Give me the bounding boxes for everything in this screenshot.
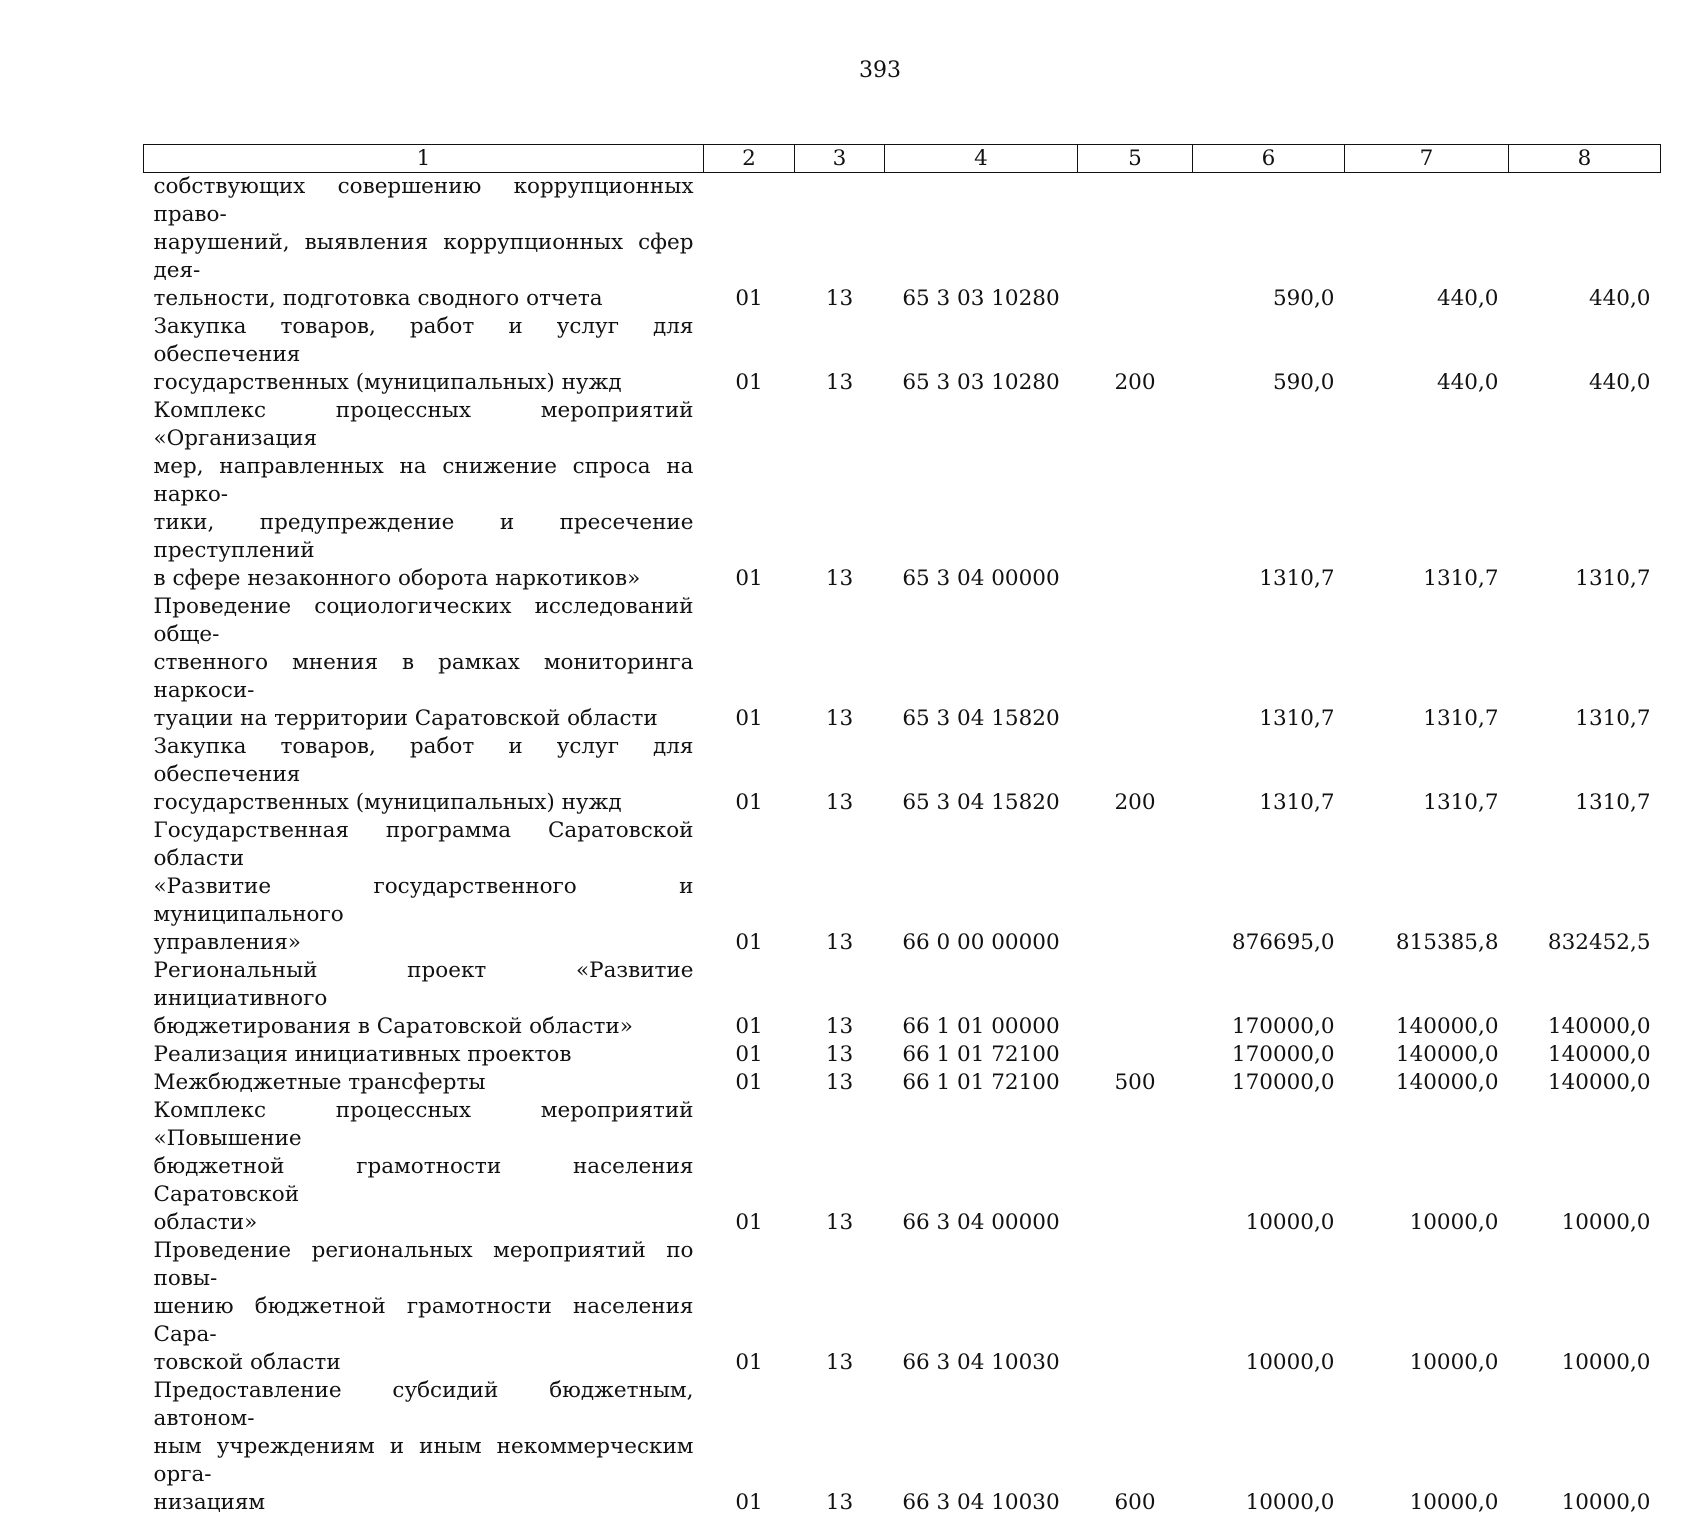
amount-col-8: 1310,7 [1509, 733, 1661, 817]
column-header: 1 [144, 145, 704, 173]
row-description [144, 397, 704, 593]
section-code: 01 [704, 313, 795, 397]
description-line: бюджетирования в Саратовской области» [154, 1013, 694, 1041]
expense-type-code: 600 [1078, 1377, 1193, 1517]
description-line: Комплекс процессных мероприятий «Повышение [154, 1097, 694, 1153]
description-line: тики, предупреждение и пресечение преступлений [154, 509, 694, 565]
amount-col-7: 10000,0 [1345, 1097, 1509, 1237]
table-row [144, 1237, 1661, 1377]
amount-col-6: 170000,0 [1193, 1041, 1345, 1069]
description-line: ственного мнения в рамках мониторинга наркоси- [154, 649, 694, 705]
expense-type-code [1078, 817, 1193, 957]
description-line: государственных (муниципальных) нужд [154, 369, 694, 397]
section-code: 01 [704, 957, 795, 1041]
subsection-code: 13 [795, 817, 885, 957]
expense-type-code [1078, 957, 1193, 1041]
budget-table [143, 144, 1661, 1517]
target-article-code: 65 3 04 15820 [885, 733, 1078, 817]
subsection-code: 13 [795, 1069, 885, 1097]
description-line: Региональный проект «Развитие инициативного [154, 957, 694, 1013]
description-line: в сфере незаконного оборота наркотиков» [154, 565, 694, 593]
amount-col-7: 10000,0 [1345, 1377, 1509, 1517]
description-line: Закупка товаров, работ и услуг для обеспечения [154, 313, 694, 369]
amount-col-8: 832452,5 [1509, 817, 1661, 957]
amount-col-7: 140000,0 [1345, 957, 1509, 1041]
amount-col-6: 1310,7 [1193, 397, 1345, 593]
table-row [144, 593, 1661, 733]
description-line: «Развитие государственного и муниципального [154, 873, 694, 929]
table-row [144, 1069, 1661, 1097]
section-code: 01 [704, 173, 795, 314]
section-code: 01 [704, 1097, 795, 1237]
target-article-code: 66 3 04 10030 [885, 1237, 1078, 1377]
amount-col-6: 590,0 [1193, 313, 1345, 397]
row-description [144, 1041, 704, 1069]
description-line: товской области [154, 1349, 694, 1377]
amount-col-6: 1310,7 [1193, 593, 1345, 733]
amount-col-8: 140000,0 [1509, 1069, 1661, 1097]
table-row [144, 397, 1661, 593]
target-article-code: 66 1 01 72100 [885, 1069, 1078, 1097]
description-line: бюджетной грамотности населения Саратовской [154, 1153, 694, 1209]
amount-col-7: 1310,7 [1345, 397, 1509, 593]
table-row [144, 173, 1661, 314]
amount-col-8: 440,0 [1509, 313, 1661, 397]
amount-col-6: 10000,0 [1193, 1097, 1345, 1237]
description-line: Комплекс процессных мероприятий «Организация [154, 397, 694, 453]
subsection-code: 13 [795, 1237, 885, 1377]
amount-col-6: 1310,7 [1193, 733, 1345, 817]
amount-col-7: 140000,0 [1345, 1041, 1509, 1069]
amount-col-6: 876695,0 [1193, 817, 1345, 957]
row-description [144, 733, 704, 817]
description-line: государственных (муниципальных) нужд [154, 789, 694, 817]
target-article-code: 65 3 04 15820 [885, 593, 1078, 733]
amount-col-6: 170000,0 [1193, 1069, 1345, 1097]
table-row [144, 313, 1661, 397]
target-article-code: 66 3 04 00000 [885, 1097, 1078, 1237]
row-description [144, 1097, 704, 1237]
description-line: Реализация инициативных проектов [154, 1041, 694, 1069]
expense-type-code [1078, 1237, 1193, 1377]
subsection-code: 13 [795, 1377, 885, 1517]
row-description [144, 1237, 704, 1377]
section-code: 01 [704, 733, 795, 817]
amount-col-8: 440,0 [1509, 173, 1661, 314]
amount-col-8: 140000,0 [1509, 957, 1661, 1041]
subsection-code: 13 [795, 1097, 885, 1237]
expense-type-code: 200 [1078, 733, 1193, 817]
column-header: 6 [1193, 145, 1345, 173]
expense-type-code [1078, 1041, 1193, 1069]
description-line: низациям [154, 1489, 694, 1517]
subsection-code: 13 [795, 1041, 885, 1069]
column-header: 4 [885, 145, 1078, 173]
amount-col-7: 440,0 [1345, 313, 1509, 397]
subsection-code: 13 [795, 397, 885, 593]
subsection-code: 13 [795, 173, 885, 314]
row-description [144, 1069, 704, 1097]
expense-type-code [1078, 397, 1193, 593]
table-row [144, 1097, 1661, 1237]
description-line: Предоставление субсидий бюджетным, автоном- [154, 1377, 694, 1433]
target-article-code: 65 3 03 10280 [885, 313, 1078, 397]
description-line: собствующих совершению коррупционных право- [154, 173, 694, 229]
description-line: Межбюджетные трансферты [154, 1069, 694, 1097]
row-description [144, 593, 704, 733]
description-line: Закупка товаров, работ и услуг для обеспечения [154, 733, 694, 789]
table-row [144, 957, 1661, 1041]
column-header: 7 [1345, 145, 1509, 173]
column-header: 8 [1509, 145, 1661, 173]
header-row [144, 145, 1661, 173]
description-line: туации на территории Саратовской области [154, 705, 694, 733]
table-row [144, 1377, 1661, 1517]
amount-col-7: 815385,8 [1345, 817, 1509, 957]
subsection-code: 13 [795, 313, 885, 397]
table-row [144, 733, 1661, 817]
section-code: 01 [704, 1041, 795, 1069]
section-code: 01 [704, 397, 795, 593]
amount-col-8: 10000,0 [1509, 1377, 1661, 1517]
amount-col-8: 1310,7 [1509, 397, 1661, 593]
table-row [144, 1041, 1661, 1069]
expense-type-code [1078, 593, 1193, 733]
row-description [144, 173, 704, 314]
table-row [144, 817, 1661, 957]
subsection-code: 13 [795, 733, 885, 817]
row-description [144, 957, 704, 1041]
section-code: 01 [704, 817, 795, 957]
description-line: управления» [154, 929, 694, 957]
description-line: Проведение региональных мероприятий по повы- [154, 1237, 694, 1293]
section-code: 01 [704, 1377, 795, 1517]
table-header [144, 145, 1661, 173]
amount-col-7: 440,0 [1345, 173, 1509, 314]
target-article-code: 66 3 04 10030 [885, 1377, 1078, 1517]
expense-type-code: 200 [1078, 313, 1193, 397]
page-number: 393 [0, 58, 1697, 83]
amount-col-7: 10000,0 [1345, 1237, 1509, 1377]
row-description [144, 817, 704, 957]
description-line: области» [154, 1209, 694, 1237]
subsection-code: 13 [795, 593, 885, 733]
amount-col-8: 10000,0 [1509, 1237, 1661, 1377]
description-line: Государственная программа Саратовской области [154, 817, 694, 873]
amount-col-7: 1310,7 [1345, 593, 1509, 733]
description-line: Проведение социологических исследований обще- [154, 593, 694, 649]
amount-col-6: 170000,0 [1193, 957, 1345, 1041]
target-article-code: 65 3 03 10280 [885, 173, 1078, 314]
description-line: мер, направленных на снижение спроса на нарко- [154, 453, 694, 509]
amount-col-8: 10000,0 [1509, 1097, 1661, 1237]
description-line: шению бюджетной грамотности населения Сара- [154, 1293, 694, 1349]
table-body [144, 173, 1661, 1517]
row-description [144, 313, 704, 397]
target-article-code: 66 1 01 72100 [885, 1041, 1078, 1069]
column-header: 5 [1078, 145, 1193, 173]
description-line: тельности, подготовка сводного отчета [154, 285, 694, 313]
expense-type-code [1078, 1097, 1193, 1237]
row-description [144, 1377, 704, 1517]
target-article-code: 66 0 00 00000 [885, 817, 1078, 957]
section-code: 01 [704, 1069, 795, 1097]
amount-col-6: 10000,0 [1193, 1237, 1345, 1377]
amount-col-8: 140000,0 [1509, 1041, 1661, 1069]
description-line: ным учреждениям и иным некоммерческим орга- [154, 1433, 694, 1489]
amount-col-6: 10000,0 [1193, 1377, 1345, 1517]
expense-type-code [1078, 173, 1193, 314]
amount-col-8: 1310,7 [1509, 593, 1661, 733]
target-article-code: 65 3 04 00000 [885, 397, 1078, 593]
column-header: 2 [704, 145, 795, 173]
expense-type-code: 500 [1078, 1069, 1193, 1097]
description-line: нарушений, выявления коррупционных сфер дея- [154, 229, 694, 285]
amount-col-7: 140000,0 [1345, 1069, 1509, 1097]
amount-col-7: 1310,7 [1345, 733, 1509, 817]
target-article-code: 66 1 01 00000 [885, 957, 1078, 1041]
section-code: 01 [704, 593, 795, 733]
column-header: 3 [795, 145, 885, 173]
section-code: 01 [704, 1237, 795, 1377]
amount-col-6: 590,0 [1193, 173, 1345, 314]
subsection-code: 13 [795, 957, 885, 1041]
